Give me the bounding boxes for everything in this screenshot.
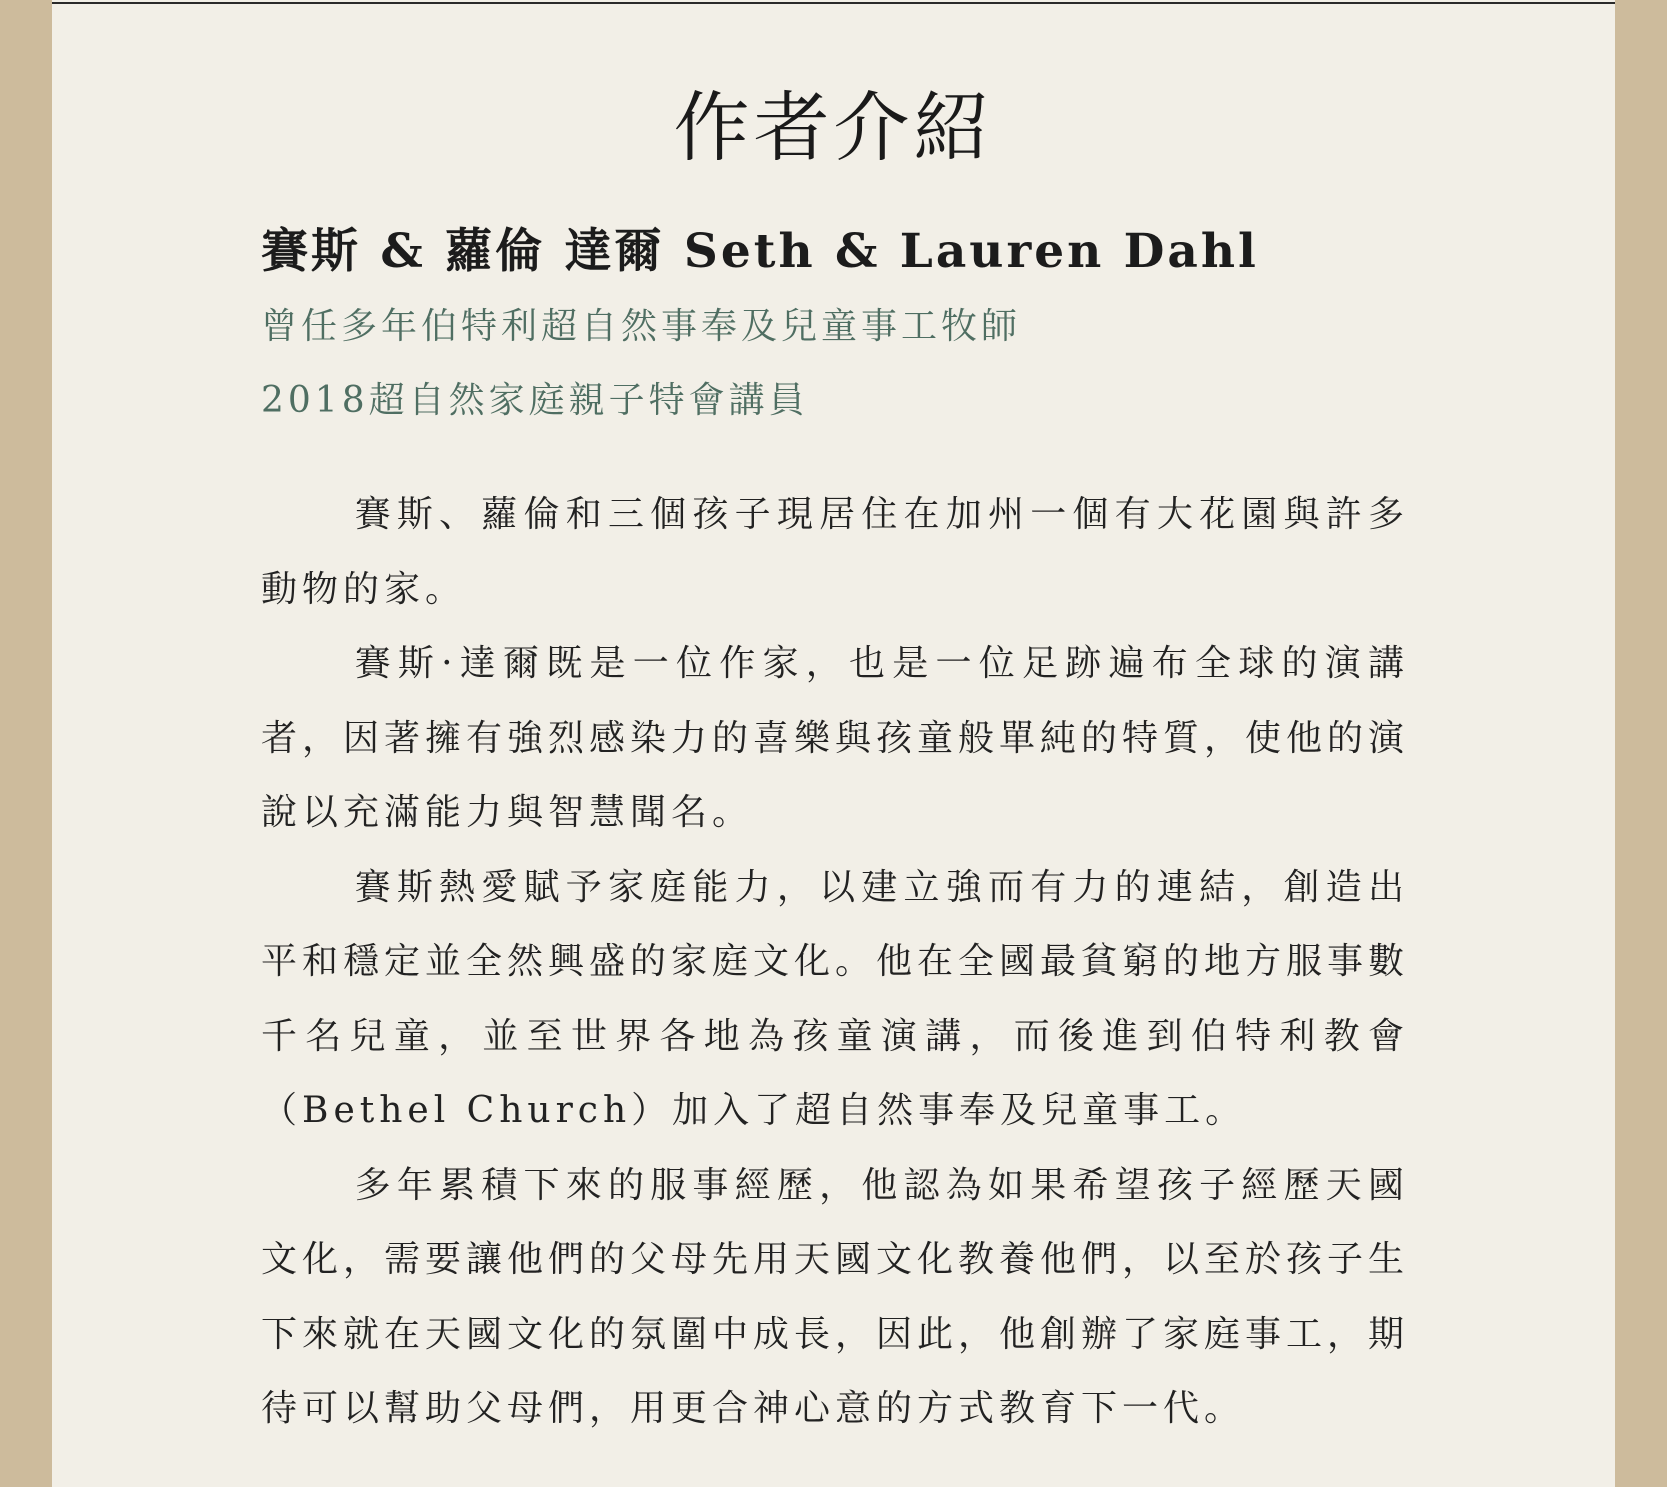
page-title: 作者介紹: [673, 83, 994, 172]
bio-paragraph: 賽斯熱愛賦予家庭能力，以建立強而有力的連結，創造出平和穩定並全然興盛的家庭文化。他在全國最貧窮的地方服事數千名兒童，並至世界各地為孩童演講，而後進到伯特利教會（Bethel Church）加入了超自然事奉及兒童事工。: [261, 866, 1410, 1131]
top-divider: [52, 2, 1615, 4]
content-panel: [52, 0, 1615, 1487]
author-name: 賽斯 & 蘿倫 達爾 Seth & Lauren Dahl: [261, 224, 1259, 279]
bio-paragraph: 多年累積下來的服事經歷，他認為如果希望孩子經歷天國文化，需要讓他們的父母先用天國文化教養他們，以至於孩子生下來就在天國文化的氛圍中成長，因此，他創辦了家庭事工，期待可以幫助父母們，用更合神心意的方式教育下一代。: [261, 1164, 1410, 1429]
author-section: [261, 218, 1409, 1447]
author-role: 曾任多年伯特利超自然事奉及兒童事工牧師: [261, 306, 1022, 347]
bio-paragraph: 賽斯、蘿倫和三個孩子現居住在加州一個有大花園與許多動物的家。: [261, 494, 1409, 610]
author-bio: [261, 478, 1409, 1447]
author-roles: [261, 290, 1409, 438]
author-role: 2018超自然家庭親子特會講員: [261, 380, 809, 421]
bio-paragraph: 賽斯·達爾既是一位作家，也是一位足跡遍布全球的演講者，因著擁有強烈感染力的喜樂與孩童般單純的特質，使他的演說以充滿能力與智慧聞名。: [261, 643, 1410, 833]
